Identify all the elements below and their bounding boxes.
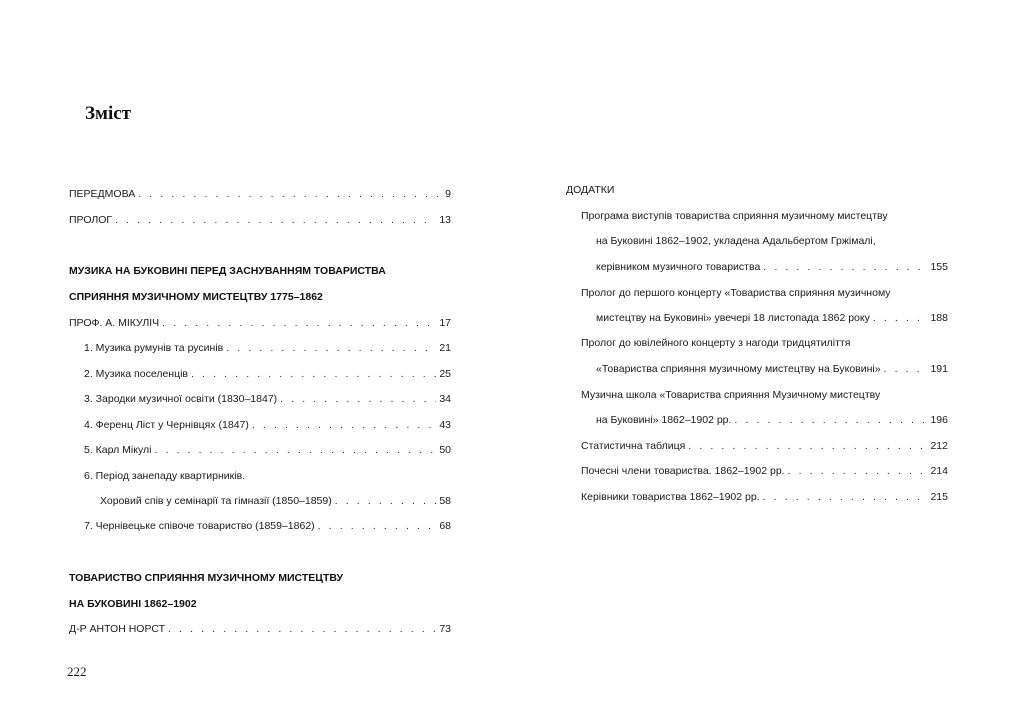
toc-entry-page: 155 — [930, 261, 948, 273]
toc-entry-label: ПРОЛОГ — [69, 214, 113, 226]
toc-entry-label: 3. Зародки музичної освіти (1830–1847) — [84, 393, 278, 405]
toc-entry-label[interactable]: Програма виступів товариства сприяння музичному мистецтву — [581, 210, 888, 222]
toc-entry-label: ПРОФ. А. МІКУЛІЧ — [69, 317, 160, 329]
toc-entry-label[interactable]: Пролог до ювілейного концерту з нагоди тридцятиліття — [581, 337, 851, 349]
toc-entry-label[interactable]: 6. Період занепаду квартирників. — [84, 470, 246, 482]
appendix-heading: ДОДАТКИ — [566, 184, 615, 196]
toc-entry[interactable] — [581, 464, 948, 478]
leader-dots — [763, 260, 927, 274]
toc-entry[interactable] — [596, 260, 948, 274]
leader-dots — [318, 519, 437, 533]
toc-entry-label: 4. Ференц Ліст у Чернівцях (1847) — [84, 419, 249, 431]
toc-entry-label: Статистична таблиця — [581, 440, 686, 452]
toc-entry[interactable] — [100, 494, 451, 508]
toc-entry-page: 9 — [445, 188, 451, 200]
toc-entry-label: 1. Музика румунів та русинів — [84, 342, 224, 354]
toc-entry-label: мистецтву на Буковині» увечері 18 листопада 1862 року — [596, 312, 870, 324]
toc-entry-page: 214 — [930, 465, 948, 477]
toc-entry-label: 2. Музика поселенців — [84, 368, 189, 380]
section-heading: СПРИЯННЯ МУЗИЧНОМУ МИСТЕЦТВУ 1775–1862 — [69, 291, 323, 303]
toc-entry-label: «Товариства сприяння музичному мистецтву на Буковині» — [596, 363, 881, 375]
leader-dots — [138, 187, 442, 201]
toc-entry-page: 13 — [439, 214, 451, 226]
toc-entry[interactable] — [84, 392, 451, 406]
toc-entry-page: 21 — [439, 342, 451, 354]
toc-entry-label: на Буковині» 1862–1902 рр. — [596, 414, 732, 426]
toc-entry[interactable] — [581, 439, 948, 453]
section-heading: НА БУКОВИНІ 1862–1902 — [69, 598, 197, 610]
toc-entry-label: 5. Карл Мікулі — [84, 444, 152, 456]
toc-entry-page: 212 — [930, 440, 948, 452]
toc-entry-page: 34 — [439, 393, 451, 405]
toc-entry-page: 191 — [930, 363, 948, 375]
toc-entry-label: Почесні члени товариства. 1862–1902 рр. — [581, 465, 785, 477]
toc-entry-label: Д-Р АНТОН НОРСТ — [69, 623, 166, 635]
leader-dots — [788, 464, 928, 478]
toc-entry[interactable] — [84, 418, 451, 432]
toc-entry[interactable] — [84, 367, 451, 381]
leader-dots — [280, 392, 436, 406]
toc-entry[interactable] — [596, 311, 948, 325]
toc-entry-prolog[interactable] — [69, 213, 451, 227]
toc-entry-peredmova[interactable] — [69, 187, 451, 201]
toc-entry[interactable] — [596, 413, 948, 427]
toc-entry-page: 196 — [930, 414, 948, 426]
leader-dots — [115, 213, 436, 227]
leader-dots — [162, 316, 436, 330]
leader-dots — [335, 494, 437, 508]
toc-entry-label: керівником музичного товариства — [596, 261, 761, 273]
toc-entry[interactable] — [84, 519, 451, 533]
leader-dots — [252, 418, 436, 432]
toc-entry-label: Хоровий спів у семінарії та гімназії (1850–1859) — [100, 495, 332, 507]
toc-entry-page: 25 — [439, 368, 451, 380]
toc-entry-author[interactable] — [69, 622, 451, 636]
toc-entry-page: 73 — [439, 623, 451, 635]
leader-dots — [884, 362, 928, 376]
toc-entry-author[interactable] — [69, 316, 451, 330]
toc-entry-page: 50 — [439, 444, 451, 456]
toc-entry[interactable] — [84, 341, 451, 355]
toc-entry-page: 215 — [930, 491, 948, 503]
toc-entry-label: Керівники товариства 1862–1902 рр. — [581, 491, 760, 503]
leader-dots — [154, 443, 436, 457]
toc-entry-label[interactable]: на Буковині 1862–1902, укладена Адальбертом Гржімалі, — [596, 235, 876, 247]
toc-entry-page: 17 — [439, 317, 451, 329]
toc-entry-page: 58 — [439, 495, 451, 507]
toc-entry[interactable] — [596, 362, 948, 376]
toc-entry-page: 188 — [930, 312, 948, 324]
toc-entry-label: ПЕРЕДМОВА — [69, 188, 136, 200]
leader-dots — [226, 341, 436, 355]
toc-entry-label[interactable]: Пролог до першого концерту «Товариства сприяння музичному — [581, 287, 891, 299]
leader-dots — [688, 439, 927, 453]
section-heading: МУЗИКА НА БУКОВИНІ ПЕРЕД ЗАСНУВАННЯМ ТОВАРИСТВА — [69, 265, 386, 277]
toc-entry[interactable] — [581, 490, 948, 504]
page-number: 222 — [67, 664, 87, 679]
leader-dots — [873, 311, 928, 325]
toc-entry-page: 68 — [439, 520, 451, 532]
leader-dots — [191, 367, 436, 381]
toc-entry[interactable] — [84, 443, 451, 457]
page-title: Зміст — [85, 103, 132, 124]
section-heading: ТОВАРИСТВО СПРИЯННЯ МУЗИЧНОМУ МИСТЕЦТВУ — [69, 572, 344, 584]
leader-dots — [734, 413, 927, 427]
leader-dots — [763, 490, 928, 504]
toc-entry-page: 43 — [439, 419, 451, 431]
toc-entry-label[interactable]: Музична школа «Товариства сприяння Музичному мистецтву — [581, 389, 881, 401]
toc-entry-label: 7. Чернівецьке співоче товариство (1859–1862) — [84, 520, 315, 532]
leader-dots — [168, 622, 436, 636]
